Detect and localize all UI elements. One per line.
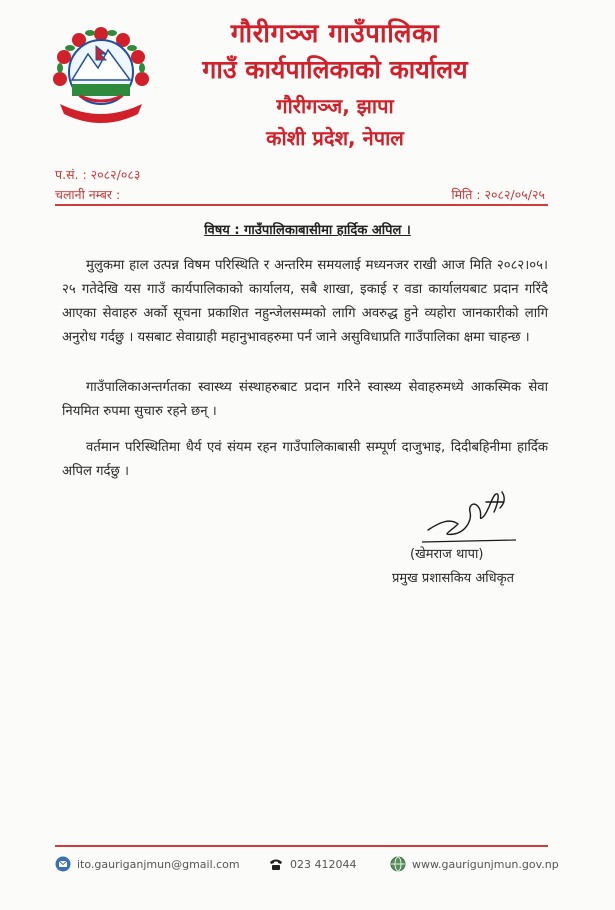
phone-text: 023 412044 <box>290 857 357 871</box>
office-address: गौरीगञ्ज, झापा <box>276 94 394 118</box>
email-text[interactable]: ito.gauriganjmun@gmail.com <box>77 857 240 871</box>
header-divider <box>55 204 548 206</box>
municipality-emblem-logo <box>50 24 152 126</box>
reference-number: प.सं. : २०८२/०८३ <box>55 167 141 182</box>
footer-divider <box>55 845 548 847</box>
letter-subject <box>0 220 615 238</box>
subject-text: विषय : गाउँपालिकाबासीमा हार्दिक अपिल । <box>204 223 411 238</box>
footer-website[interactable] <box>390 856 559 872</box>
handwritten-signature <box>420 482 520 552</box>
dispatch-number: चलानी नम्बर : <box>55 187 121 202</box>
phone-icon <box>268 856 284 872</box>
website-text[interactable]: www.gaurigunjmun.gov.np <box>412 857 559 871</box>
letter-date: मिति : २०८२/०५/२५ <box>451 187 545 202</box>
signatory-title: प्रमुख प्रशासकिय अधिकृत <box>392 571 515 586</box>
footer-phone <box>268 856 356 872</box>
office-name: गाउँ कार्यपालिकाको कार्यालय <box>202 55 468 84</box>
email-icon <box>55 856 71 872</box>
globe-icon <box>390 856 406 872</box>
body-paragraph-3: वर्तमान परिस्थितिमा धैर्य एवं संयम रहन गाउँपालिकाबासी सम्पूर्ण दाजुभाइ, दिदीबहिनीमा हार्दिक अपिल गर्दछु । <box>62 440 548 479</box>
signatory-name: (खेमराज थापा) <box>410 547 484 562</box>
municipality-name: गौरीगञ्ज गाउँपालिका <box>230 19 440 49</box>
body-paragraph-1: मुलुकमा हाल उत्पन्न विषम परिस्थिति र अन्तरिम समयलाई मध्यनजर राखी आज मिति २०८२।०५।२५ गतेदेखि यस गाउँ कार्यपालिकाको कार्यालय, सबै शाखा, इकाई र वडा कार्यालयबाट प्रदान गरिंदै आएका सेवाहरु अर्को सूचना प्रकाशित नहुन्जेलसम्मको लागि अवरुद्ध हुने व्यहोरा जानकारीको लागि अनुरोध गर्दछु । यसबाट सेवाग्राही महानुभावहरुमा पर्न जाने असुविधाप्रति गाउँपालिका क्षमा चाहन्छ । <box>62 258 548 345</box>
province-country: कोशी प्रदेश, नेपाल <box>266 126 404 150</box>
footer-email[interactable] <box>55 856 240 872</box>
body-paragraph-2: गाउँपालिकाअन्तर्गतका स्वास्थ्य संस्थाहरुबाट प्रदान गरिने स्वास्थ्य सेवाहरुमध्ये आकस्मिक सेवा नियमित रुपमा सुचारु रहने छन् । <box>62 380 548 419</box>
